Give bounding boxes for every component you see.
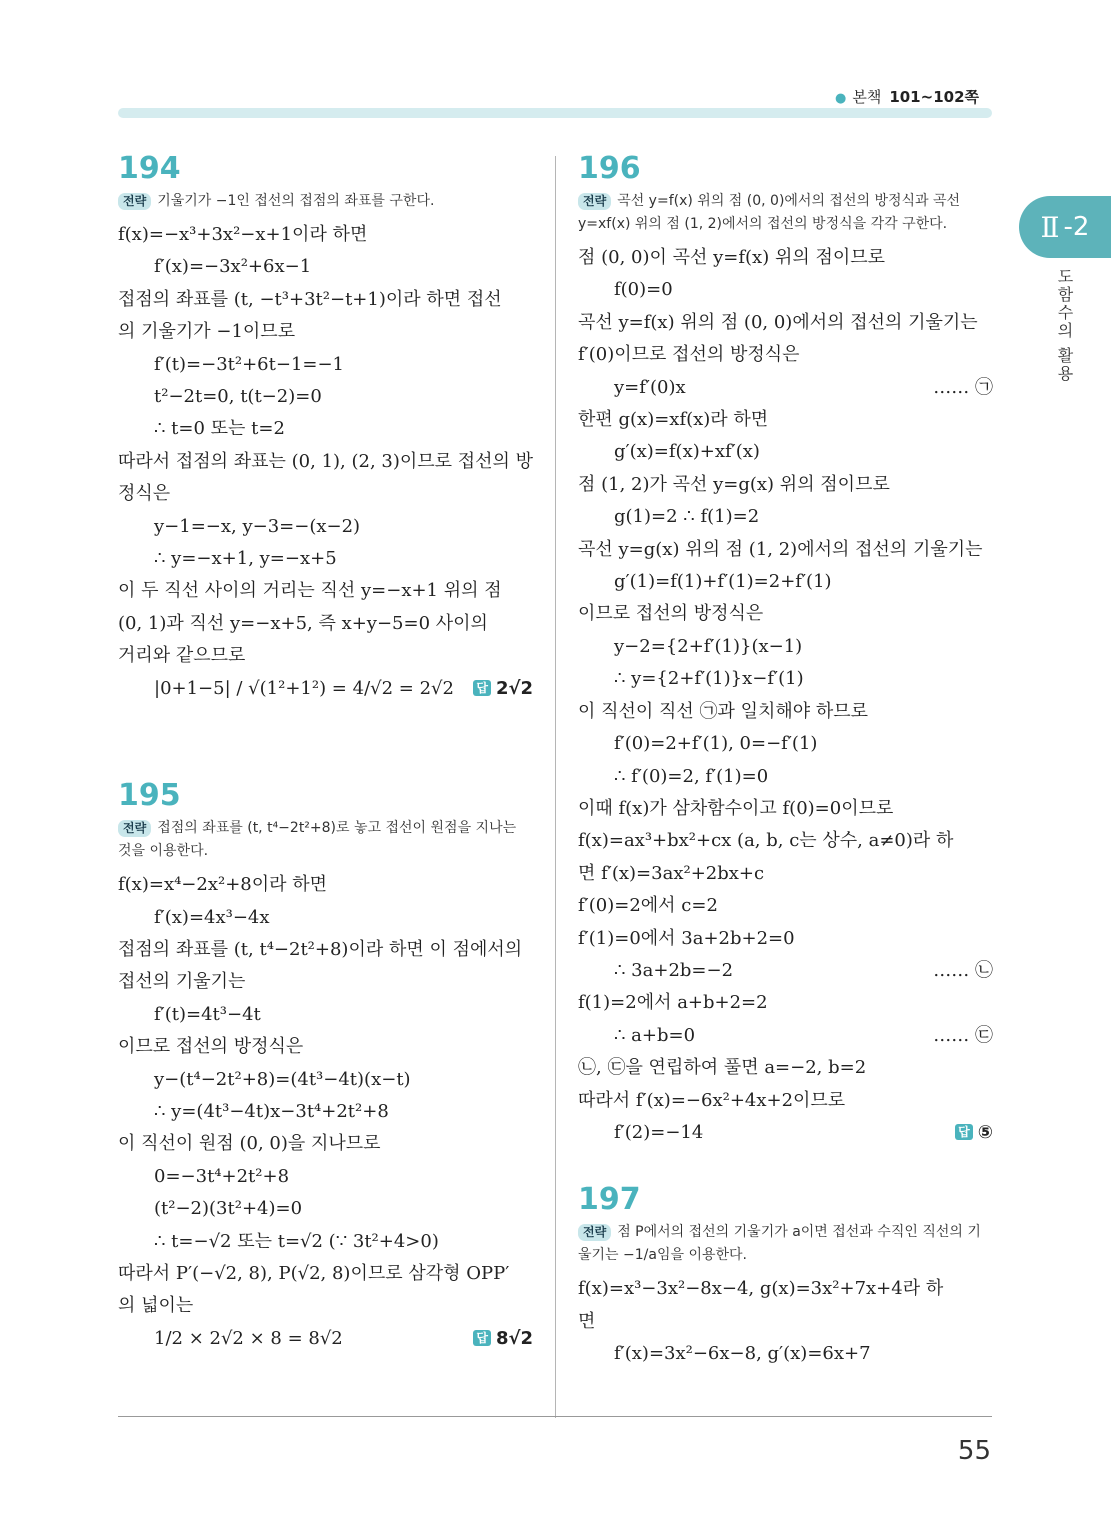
- solution-line: f′(0)=2+f′(1), 0=−f′(1): [614, 733, 818, 755]
- solution-line: ∴ f′(0)=2, f′(1)=0: [614, 765, 769, 787]
- page-number: 55: [957, 1436, 991, 1466]
- footer-divider: [118, 1416, 992, 1417]
- equation-mark: …… ㉠: [933, 376, 993, 398]
- answer-badge: 답: [473, 680, 491, 696]
- strategy-badge: 전략: [578, 1224, 611, 1241]
- spacer: [578, 1149, 993, 1181]
- solution-line: 따라서 f′(x)=−6x²+4x+2이므로: [578, 1089, 846, 1111]
- solution-line: 한편 g(x)=xf(x)라 하면: [578, 409, 769, 431]
- strategy-text: 기울기가 −1인 접선의 접점의 좌표를 구한다.: [157, 193, 435, 209]
- solution-line: y−(t⁴−2t²+8)=(4t³−4t)(x−t): [154, 1068, 411, 1090]
- problem-number: 197: [578, 1182, 641, 1218]
- solution-line: (0, 1)과 직선 y=−x+5, 즉 x+y−5=0 사이의: [118, 612, 488, 634]
- solution-line: 따라서 접점의 좌표는 (0, 1), (2, 3)이므로 접선의 방: [118, 450, 534, 472]
- strategy-badge: 전략: [578, 193, 611, 210]
- solution-line: 이므로 접선의 방정식은: [118, 1036, 304, 1058]
- solution-line: f′(t)=−3t²+6t−1=−1: [154, 353, 345, 375]
- equation: y=f′(0)x: [614, 376, 686, 398]
- solution-line: [578, 1117, 993, 1149]
- equation-mark: …… ㉡: [933, 959, 993, 981]
- answer-badge: 답: [473, 1330, 491, 1346]
- solution-line: 면 f′(x)=3ax²+2bx+c: [578, 862, 765, 884]
- solution-line: [578, 1020, 993, 1052]
- solution-line: 접점의 좌표를 (t, −t³+3t²−t+1)이라 하면 접선: [118, 288, 502, 310]
- solution-line: ∴ t=0 또는 t=2: [154, 418, 285, 440]
- area-formula: 1/2 × 2√2 × 8 = 8√2: [154, 1327, 343, 1349]
- solution-line: g′(1)=f(1)+f′(1)=2+f′(1): [614, 571, 832, 593]
- answer-badge: 답: [955, 1124, 973, 1140]
- strategy-text: 점 P에서의 접선의 기울기가 a이면 접선과 수직인 직선의 기울기는 −1/a임을 이용한다.: [578, 1224, 981, 1264]
- solution-line: f′(0)이므로 접선의 방정식은: [578, 344, 800, 366]
- solution-line: 의 기울기가 −1이므로: [118, 321, 296, 343]
- chapter-roman: Ⅱ: [1040, 210, 1060, 244]
- answer-value: 8√2: [495, 1327, 533, 1349]
- equation: ∴ 3a+2b=−2: [614, 959, 734, 981]
- equation-mark: …… ㉢: [933, 1024, 993, 1046]
- solution-line: 따라서 P′(−√2, 8), P(√2, 8)이므로 삼각형 OPP′: [118, 1262, 510, 1284]
- solution-line: 면: [578, 1310, 596, 1332]
- solution-line: 0=−3t⁴+2t²+8: [154, 1165, 290, 1187]
- solution-line: ∴ t=−√2 또는 t=√2 (∵ 3t²+4>0): [154, 1230, 439, 1252]
- solution-line: [578, 372, 993, 404]
- solution-line: f(x)=ax³+bx²+cx (a, b, c는 상수, a≠0)라 하: [578, 830, 954, 852]
- strategy-badge: 전략: [118, 820, 151, 837]
- solution-line: f′(1)=0에서 3a+2b+2=0: [578, 927, 795, 949]
- solution-line: 점 (1, 2)가 곡선 y=g(x) 위의 점이므로: [578, 473, 890, 495]
- solution-line: 점 (0, 0)이 곡선 y=f(x) 위의 점이므로: [578, 247, 885, 268]
- book-ref-label: 본책: [852, 88, 882, 106]
- solution-line: 이 두 직선 사이의 거리는 직선 y=−x+1 위의 점: [118, 580, 502, 602]
- solution-line: f(0)=0: [614, 279, 673, 301]
- problem-number: 195: [118, 778, 181, 814]
- answer: [955, 1117, 993, 1149]
- book-pages: 101~102쪽: [889, 88, 979, 106]
- solution-line: 곡선 y=f(x) 위의 점 (0, 0)에서의 접선의 기울기는: [578, 311, 978, 333]
- chapter-title: 도함수의 활용: [1055, 268, 1074, 384]
- right-column: [578, 150, 993, 1371]
- answer: [473, 673, 533, 705]
- problem-number: 196: [578, 151, 641, 186]
- solution-line: f(x)=x⁴−2x²+8이라 하면: [118, 874, 328, 896]
- solution-line: ∴ y=−x+1, y=−x+5: [154, 548, 337, 570]
- header-bar: [118, 108, 992, 118]
- chapter-num: -2: [1063, 212, 1090, 242]
- solution-line: 이므로 접선의 방정식은: [578, 603, 764, 625]
- solution-line: 거리와 같으므로: [118, 645, 246, 667]
- strategy-text: 곡선 y=f(x) 위의 점 (0, 0)에서의 접선의 방정식과 곡선 y=xf(x) 위의 점 (1, 2)에서의 접선의 방정식을 각각 구한다.: [578, 193, 961, 232]
- solution-line: g(1)=2 ∴ f(1)=2: [614, 506, 760, 528]
- book-page-reference: [835, 86, 979, 107]
- equation: ∴ a+b=0: [614, 1024, 696, 1046]
- left-column: [118, 150, 533, 1355]
- strategy-note: [118, 817, 533, 863]
- solution-line: 접선의 기울기는: [118, 971, 246, 993]
- solution-line: ∴ y=(4t³−4t)x−3t⁴+2t²+8: [154, 1100, 389, 1122]
- solution-line: f(x)=x³−3x²−8x−4, g(x)=3x²+7x+4라 하: [578, 1278, 944, 1300]
- solution-line: ㉡, ㉢을 연립하여 풀면 a=−2, b=2: [578, 1057, 867, 1079]
- answer-value: ⑤: [977, 1121, 993, 1143]
- solution-line: f′(0)=2에서 c=2: [578, 895, 718, 917]
- solution-line: f(x)=−x³+3x²−x+1이라 하면: [118, 224, 368, 245]
- solution-line: ∴ y={2+f′(1)}x−f′(1): [614, 668, 804, 690]
- solution-line: g′(x)=f(x)+xf′(x): [614, 441, 760, 463]
- strategy-text: 접점의 좌표를 (t, t⁴−2t²+8)로 놓고 접선이 원점을 지나는 것을 이용한다.: [118, 820, 517, 860]
- solution-line: f′(t)=4t³−4t: [154, 1003, 261, 1025]
- solution-line: y−2={2+f′(1)}(x−1): [614, 635, 803, 657]
- solution-line: f′(x)=−3x²+6x−1: [154, 256, 312, 278]
- solution-line: 의 넓이는: [118, 1295, 194, 1317]
- solution-line: f′(x)=3x²−6x−8, g′(x)=6x+7: [614, 1343, 871, 1365]
- problem-number: 194: [118, 151, 181, 186]
- distance-formula: |0+1−5| / √(1²+1²) = 4/√2 = 2√2: [154, 677, 454, 699]
- solution-line: 이 직선이 직선 ㉠과 일치해야 하므로: [578, 700, 869, 722]
- spacer: [118, 705, 533, 777]
- solution-line: 이 직선이 원점 (0, 0)을 지나므로: [118, 1133, 381, 1155]
- answer: [473, 1323, 533, 1355]
- chapter-tab[interactable]: [1019, 196, 1111, 258]
- solution-line: [578, 955, 993, 987]
- strategy-note: [118, 190, 533, 213]
- solution-line: [118, 673, 533, 705]
- solution-line: f(1)=2에서 a+b+2=2: [578, 992, 768, 1014]
- solution-line: f′(x)=4x³−4x: [154, 906, 270, 928]
- solution-line: 접점의 좌표를 (t, t⁴−2t²+8)이라 하면 이 점에서의: [118, 938, 523, 960]
- equation: f′(2)=−14: [614, 1121, 704, 1143]
- solution-line: y−1=−x, y−3=−(x−2): [154, 515, 361, 537]
- solution-line: (t²−2)(3t²+4)=0: [154, 1198, 303, 1220]
- bullet-icon: ●: [834, 91, 847, 106]
- strategy-badge: 전략: [118, 193, 151, 210]
- answer-value: 2√2: [495, 677, 533, 699]
- strategy-note: [578, 1221, 993, 1267]
- strategy-note: [578, 190, 993, 236]
- solution-line: t²−2t=0, t(t−2)=0: [154, 386, 322, 408]
- solution-line: 곡선 y=g(x) 위의 점 (1, 2)에서의 접선의 기울기는: [578, 538, 983, 560]
- column-divider: [555, 156, 556, 1418]
- solution-line: 정식은: [118, 483, 171, 505]
- solution-line: 이때 f(x)가 삼차함수이고 f(0)=0이므로: [578, 797, 894, 819]
- solution-line: [118, 1323, 533, 1355]
